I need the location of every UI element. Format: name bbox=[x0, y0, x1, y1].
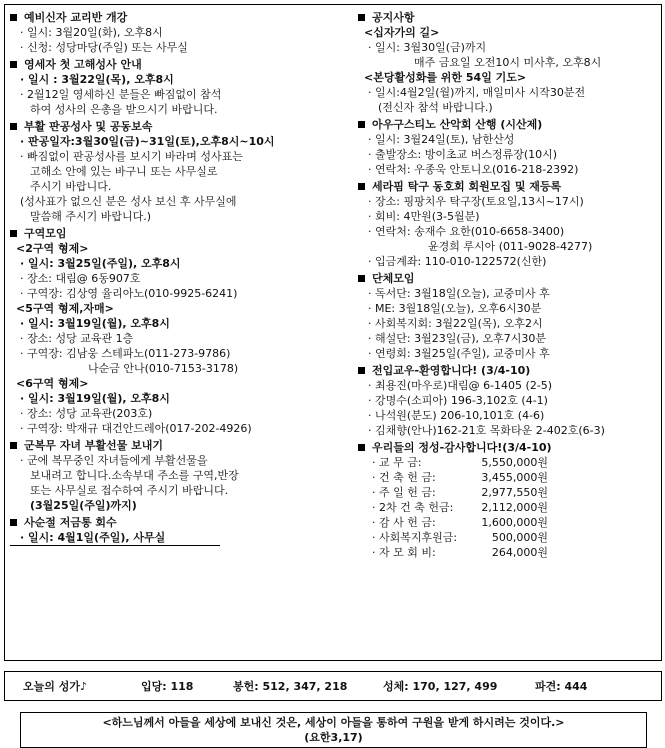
section-easter-confession bbox=[10, 119, 340, 224]
hymn-offertory: 봉헌: 512, 347, 218 bbox=[233, 679, 348, 693]
section-group-meetings bbox=[358, 271, 654, 361]
text-line: · 구역장: 김상영 율리아노(010-9925-6241) bbox=[20, 287, 238, 300]
text-line: · 일시: 3월19일(월), 오후8시 bbox=[20, 317, 170, 330]
section-title: 예비신자 교리반 개강 bbox=[24, 11, 128, 24]
bullet-square-icon bbox=[358, 121, 365, 128]
offering-row: · 자 모 회 비: 264,000원 bbox=[372, 546, 548, 559]
section-first-confession bbox=[10, 57, 340, 117]
text-line: · 구역장: 박재규 대건안드레아(017-202-4926) bbox=[20, 422, 252, 435]
bullet-square-icon bbox=[358, 183, 365, 190]
section-title: 전입교우-환영합니다! (3/4-10) bbox=[372, 364, 531, 377]
section-lent-piggybank bbox=[10, 515, 340, 546]
text-line: · 군에 복무중인 자녀들에게 부활선물을 bbox=[20, 454, 208, 467]
text-line: · 강명수(소피아) 196-3,102호 (4-1) bbox=[368, 394, 548, 407]
section-title: 영세자 첫 고해성사 안내 bbox=[24, 58, 142, 71]
text-line: · 나석원(분도) 206-10,101호 (4-6) bbox=[368, 409, 545, 422]
text-line: · 입금계좌: 110-010-122572(신한) bbox=[368, 255, 547, 268]
scripture-quote bbox=[20, 712, 647, 748]
text-line: · 회비: 4만원(3-5월분) bbox=[368, 210, 480, 223]
section-district-meetings bbox=[10, 226, 340, 436]
text-line: · 장소: 대림@ 6동907호 bbox=[20, 272, 141, 285]
text-line: 말씀해 주시기 바랍니다.) bbox=[30, 210, 152, 223]
text-line: · ME: 3월18일(오늘), 오후6시30분 bbox=[368, 302, 542, 315]
text-line: · 최용진(마우로)대림@ 6-1405 (2-5) bbox=[368, 379, 553, 392]
hymn-label: 오늘의 성가♪ bbox=[23, 679, 87, 693]
bullet-square-icon bbox=[10, 123, 17, 130]
text-line: (전신자 참석 바랍니다.) bbox=[378, 101, 493, 114]
offering-row: · 2차 건 축 헌금: 2,112,000원 bbox=[372, 501, 548, 514]
bullet-square-icon bbox=[358, 444, 365, 451]
text-line: 윤경희 루시아 (011-9028-4277) bbox=[428, 240, 593, 253]
section-title: 우리들의 정성-감사합니다!(3/4-10) bbox=[372, 441, 552, 454]
section-title: 부활 판공성사 및 공동보속 bbox=[24, 120, 153, 133]
text-line: · 사회복지회: 3월22일(목), 오후2시 bbox=[368, 317, 543, 330]
offering-row: · 교 무 금: 5,550,000원 bbox=[372, 456, 548, 469]
text-line: 매주 금요일 오전10시 미사후, 오후8시 bbox=[414, 56, 602, 69]
text-line: 또는 사무실로 접수하여 주시기 바랍니다. bbox=[30, 484, 229, 497]
bullet-square-icon bbox=[358, 275, 365, 282]
bullet-square-icon bbox=[10, 442, 17, 449]
text-line: · 출발장소: 방이초교 버스정류장(10시) bbox=[368, 148, 558, 161]
hymn-closing: 파견: 444 bbox=[535, 679, 588, 693]
text-line: · 연락처: 송재수 요한(010-6658-3400) bbox=[368, 225, 565, 238]
section-new-parishioners bbox=[358, 363, 654, 438]
text-line: · 장소: 핑팡치우 탁구장(토요일,13시~17시) bbox=[368, 195, 584, 208]
text-line: 고해소 안에 있는 바구니 또는 사무실로 bbox=[30, 165, 218, 178]
offering-row: · 사회복지후원금: 500,000원 bbox=[372, 531, 548, 544]
text-line: · 일시: 3월30일(금)까지 bbox=[368, 41, 487, 54]
section-notices bbox=[358, 10, 654, 115]
text-line: (3월25일(주일)까지) bbox=[30, 499, 137, 512]
right-column bbox=[358, 10, 654, 562]
text-line: · 일시: 3월20일(화), 오후8시 bbox=[20, 26, 163, 39]
hymn-bar bbox=[4, 671, 662, 701]
section-title: 공지사항 bbox=[372, 11, 415, 24]
text-line: 주시기 바랍니다. bbox=[30, 180, 112, 193]
text-line: · 2월12일 영세하신 분들은 빠짐없이 참석 bbox=[20, 88, 222, 101]
text-line: · 연락처: 우종욱 안토니오(016-218-2392) bbox=[368, 163, 579, 176]
text-line: · 김채향(안나)162-21호 목화타운 2-402호(6-3) bbox=[368, 424, 605, 437]
text-line: · 일시: 3월24일(토), 남한산성 bbox=[368, 133, 515, 146]
text-line: · 빠짐없이 판공성사를 보시기 바라며 성사표는 bbox=[20, 150, 243, 163]
text-line: · 일시: 4월1일(주일), 사무실 bbox=[10, 530, 220, 546]
text-line: · 해설단: 3월23일(금), 오후7시30분 bbox=[368, 332, 547, 345]
quote-reference: (요한3,17) bbox=[304, 731, 363, 744]
section-offerings bbox=[358, 440, 654, 560]
section-title: 사순절 저금통 회수 bbox=[24, 516, 117, 529]
subheading: <2구역 형제> bbox=[16, 242, 89, 255]
quote-text: <하느님께서 아들을 세상에 보내신 것은, 세상이 아들을 통하여 구원을 받게 하시려는 것이다.> bbox=[102, 716, 565, 729]
section-title: 군복무 자녀 부활선물 보내기 bbox=[24, 439, 163, 452]
section-title: 세라핌 탁구 동호회 회원모집 및 재등록 bbox=[372, 180, 562, 193]
bullet-square-icon bbox=[10, 14, 17, 21]
section-catechism-class bbox=[10, 10, 340, 55]
subheading: <본당활성화를 위한 54일 기도> bbox=[364, 71, 527, 84]
text-line: · 연령회: 3월25일(주일), 교중미사 후 bbox=[368, 347, 550, 360]
section-military-gift bbox=[10, 438, 340, 513]
subheading: <6구역 형제> bbox=[16, 377, 89, 390]
text-line: · 구역장: 김남웅 스테파노(011-273-9786) bbox=[20, 347, 231, 360]
offering-row: · 감 사 헌 금: 1,600,000원 bbox=[372, 516, 548, 529]
offering-row: · 주 일 헌 금: 2,977,550원 bbox=[372, 486, 548, 499]
section-table-tennis bbox=[358, 179, 654, 269]
section-title: 구역모임 bbox=[24, 227, 67, 240]
offering-row: · 건 축 헌 금: 3,455,000원 bbox=[372, 471, 548, 484]
left-column bbox=[10, 10, 340, 548]
hymn-entry: 입당: 118 bbox=[141, 679, 194, 693]
text-line: · 장소: 성당 교육관(203호) bbox=[20, 407, 153, 420]
text-line: · 독서단: 3월18일(오늘), 교중미사 후 bbox=[368, 287, 550, 300]
section-title: 단체모임 bbox=[372, 272, 415, 285]
text-line: · 일시:4월2일(월)까지, 매일미사 시작30분전 bbox=[368, 86, 586, 99]
text-line: · 신청: 성당마당(주일) 또는 사무실 bbox=[20, 41, 188, 54]
subheading: <십자가의 길> bbox=[364, 26, 440, 39]
text-line: 보내려고 합니다.소속부대 주소를 구역,반장 bbox=[30, 469, 239, 482]
bullet-square-icon bbox=[10, 61, 17, 68]
hymn-communion: 성체: 170, 127, 499 bbox=[383, 679, 498, 693]
bullet-square-icon bbox=[358, 367, 365, 374]
text-line: · 일시: 3월19일(월), 오후8시 bbox=[20, 392, 170, 405]
text-line: · 장소: 성당 교육관 1층 bbox=[20, 332, 134, 345]
section-hiking-club bbox=[358, 117, 654, 177]
bullet-square-icon bbox=[10, 230, 17, 237]
text-line: · 일시: 3월25일(주일), 오후8시 bbox=[20, 257, 181, 270]
text-line: · 판공일자:3월30일(금)~31일(토),오후8시~10시 bbox=[20, 135, 275, 148]
subheading: <5구역 형제,자매> bbox=[16, 302, 114, 315]
text-line: · 일시 : 3월22일(목), 오후8시 bbox=[20, 73, 174, 86]
text-line: (성사표가 없으신 분은 성사 보신 후 사무실에 bbox=[20, 195, 237, 208]
bullet-square-icon bbox=[10, 519, 17, 526]
text-line: 나순금 안나(010-7153-3178) bbox=[88, 362, 239, 375]
bullet-square-icon bbox=[358, 14, 365, 21]
text-line: 하여 성사의 은총을 받으시기 바랍니다. bbox=[30, 103, 218, 116]
section-title: 아우구스티노 산악회 산행 (시산제) bbox=[372, 118, 543, 131]
